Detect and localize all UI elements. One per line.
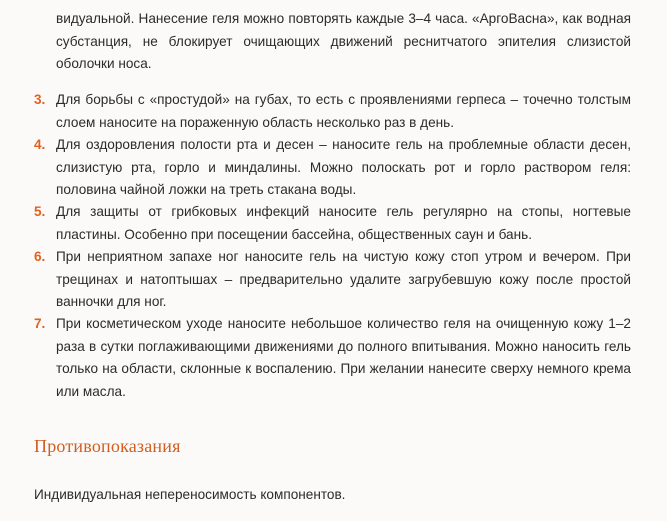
contraindications-text: Индивидуальная непереносимость компонентов. bbox=[34, 487, 346, 502]
list-item-7 bbox=[34, 313, 631, 403]
continued-paragraph-text: видуальной. Нанесение геля можно повторять каждые 3–4 часа. «АргоВасна», как водная субстанция, не блокирует очищающих движений реснитчатого эпителия слизистой оболочки носа. bbox=[56, 11, 631, 71]
list-item-number: 6. bbox=[34, 249, 46, 264]
list-item-text: При косметическом уходе наносите небольшое количество геля на очищенную кожу 1–2 раза в сутки поглаживающими движениями до полного впитывания. Можно наносить гель только на области, склонные к воспалению. При желании нанесите сверху немного крема или масла. bbox=[56, 316, 631, 399]
list-item-number: 7. bbox=[34, 316, 46, 331]
list-item-text: Для защиты от грибковых инфекций наносите гель регулярно на стопы, ногтевые пластины. Особенно при посещении бассейна, общественных саун и бань. bbox=[56, 204, 631, 242]
continued-paragraph bbox=[56, 8, 631, 76]
list-item-number: 4. bbox=[34, 137, 46, 152]
list-item-text: При неприятном запахе ног наносите гель на чистую кожу стоп утром и вечером. При трещинах и натоптышах – предварительно удалите загрубевшую кожу после простой ванночки для ног. bbox=[56, 249, 631, 309]
list-item-text: Для оздоровления полости рта и десен – наносите гель на проблемные области десен, слизистую рта, горло и миндалины. Можно полоскать рот и горло раствором геля: половина чайной ложки на треть стакана воды. bbox=[56, 137, 631, 197]
list-item-3 bbox=[34, 89, 631, 134]
list-item-number: 3. bbox=[34, 92, 46, 107]
list-item-number: 5. bbox=[34, 204, 46, 219]
contraindications-heading: Противопоказания bbox=[34, 436, 181, 456]
list-item-4 bbox=[34, 134, 631, 202]
list-item-6 bbox=[34, 246, 631, 314]
list-item-text: Для борьбы с «простудой» на губах, то есть с проявлениями герпеса – точечно толстым слоем наносите на пораженную область несколько раз в день. bbox=[56, 92, 631, 130]
list-item-5 bbox=[34, 201, 631, 246]
